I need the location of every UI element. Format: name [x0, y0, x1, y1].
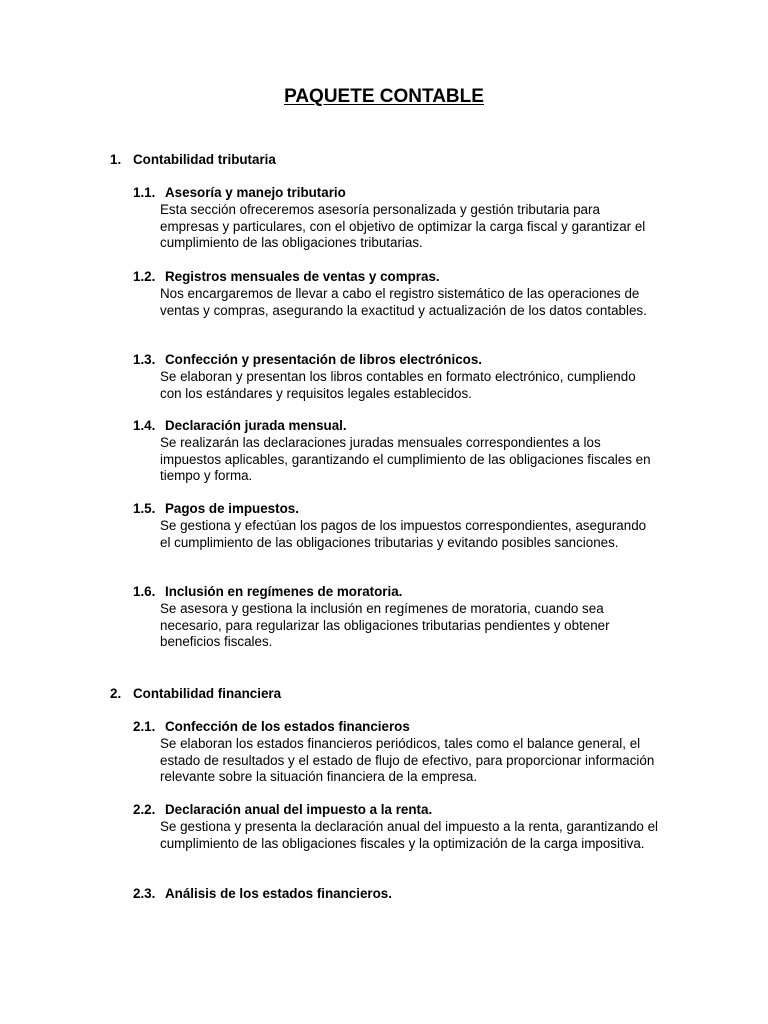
- subsection-number: 1.4.: [133, 418, 156, 433]
- subsection-number: 2.1.: [133, 719, 156, 734]
- subsection-title: Declaración jurada mensual.: [165, 418, 347, 433]
- subsection-title: Registros mensuales de ventas y compras.: [165, 269, 440, 284]
- page-title: PAQUETE CONTABLE: [284, 86, 484, 107]
- subsection: [133, 352, 673, 402]
- subsection-body: Esta sección ofreceremos asesoría personalizada y gestión tributaria para empresas y particulares, con el objetivo de optimizar la carga fiscal y garantizar el cumplimiento de las obligaciones tributarias.: [160, 201, 646, 251]
- subsection-body: Se elaboran y presentan los libros contables en formato electrónico, cumpliendo con los estándares y requisitos legales establecidos.: [160, 368, 636, 401]
- subsection-body: Se gestiona y efectúan los pagos de los impuestos correspondientes, asegurando el cumplimiento de las obligaciones tributarias y evitando posibles sanciones.: [160, 517, 647, 550]
- subsection-title: Declaración anual del impuesto a la renta.: [165, 802, 433, 817]
- subsection: [133, 418, 673, 485]
- subsection-number: 1.1.: [133, 185, 156, 200]
- subsection-number: 1.2.: [133, 269, 156, 284]
- subsection-number: 2.3.: [133, 886, 156, 901]
- subsection-title: Análisis de los estados financieros.: [165, 886, 392, 901]
- subsection-number: 1.6.: [133, 584, 156, 599]
- subsection: [133, 501, 673, 551]
- subsection-body: Nos encargaremos de llevar a cabo el registro sistemático de las operaciones de ventas y compras, asegurando la exactitud y actualización de los datos contables.: [160, 285, 647, 318]
- subsection-body: Se asesora y gestiona la inclusión en regímenes de moratoria, cuando sea necesario, para regularizar las obligaciones tributarias pendientes y obtener beneficios fiscales.: [160, 600, 610, 650]
- subsection: [133, 802, 673, 852]
- subsection-title: Asesoría y manejo tributario: [165, 185, 346, 200]
- subsection: [133, 886, 673, 903]
- section-title: Contabilidad tributaria: [133, 152, 276, 167]
- section-heading: [110, 152, 670, 169]
- section-number: 2.: [110, 686, 122, 701]
- subsection-body: Se realizarán las declaraciones juradas mensuales correspondientes a los impuestos aplicables, garantizando el cumplimiento de las obligaciones fiscales en tiempo y forma.: [160, 434, 651, 484]
- section-number: 1.: [110, 152, 122, 167]
- subsection-number: 2.2.: [133, 802, 156, 817]
- subsection: [133, 719, 673, 786]
- subsection: [133, 269, 673, 319]
- subsection: [133, 584, 673, 651]
- subsection-number: 1.3.: [133, 352, 156, 367]
- subsection-body: Se gestiona y presenta la declaración anual del impuesto a la renta, garantizando el cumplimiento de las obligaciones fiscales y la optimización de la carga impositiva.: [160, 818, 659, 851]
- subsection-body: Se elaboran los estados financieros periódicos, tales como el balance general, el estado de resultados y el estado de flujo de efectivo, para proporcionar información relevante sobre la situación financiera de la empresa.: [160, 735, 655, 785]
- subsection-title: Confección de los estados financieros: [165, 719, 410, 734]
- section-heading: [110, 686, 670, 703]
- subsection-title: Pagos de impuestos.: [165, 501, 299, 516]
- section-title: Contabilidad financiera: [133, 686, 282, 701]
- subsection-title: Confección y presentación de libros electrónicos.: [165, 352, 482, 367]
- subsection-number: 1.5.: [133, 501, 156, 516]
- subsection-title: Inclusión en regímenes de moratoria.: [165, 584, 403, 599]
- subsection: [133, 185, 673, 252]
